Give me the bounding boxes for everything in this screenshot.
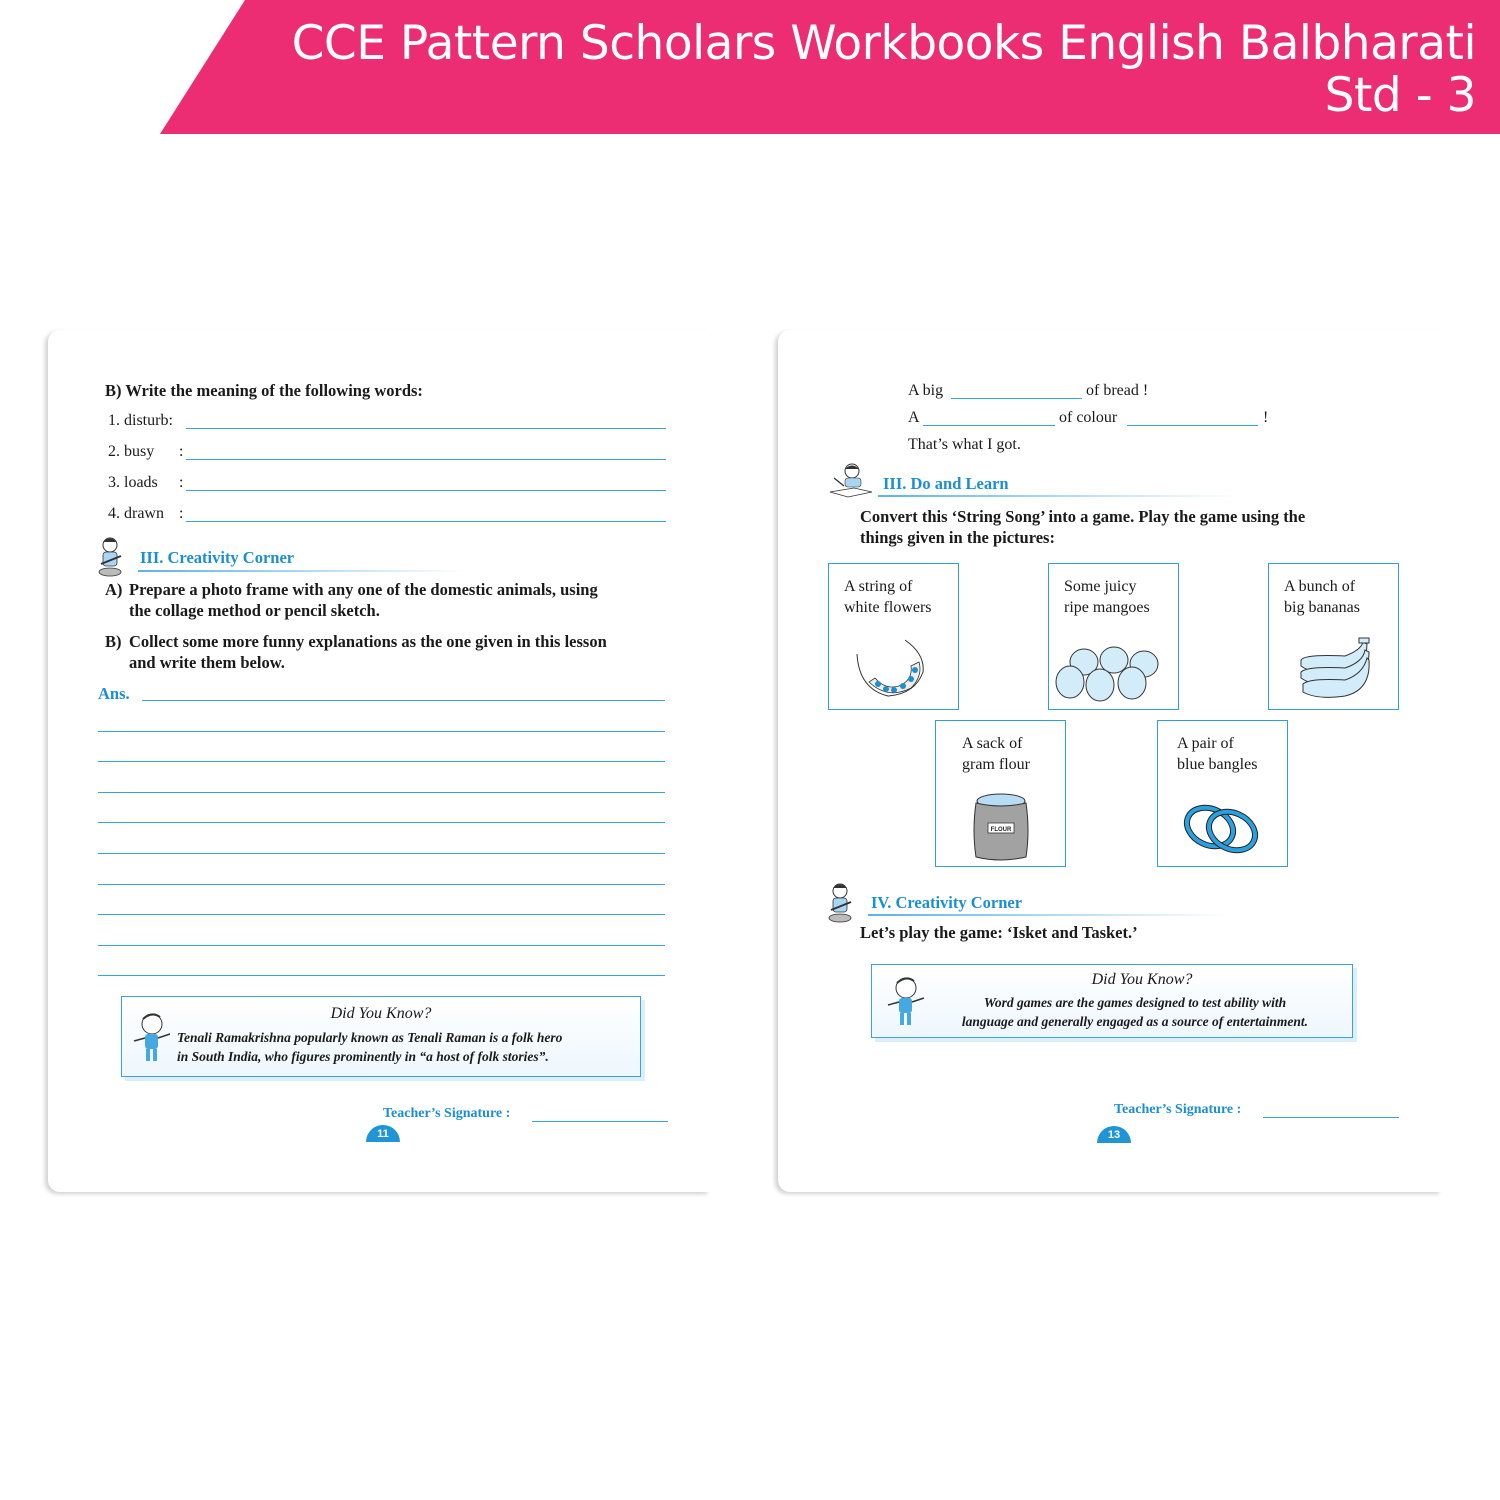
word-sep: : [179, 474, 184, 491]
girl-writing-icon [826, 462, 876, 500]
mangoes-icon [1054, 644, 1176, 704]
song-line1-end: of bread ! [1086, 382, 1149, 399]
answer-line-busy[interactable] [186, 459, 666, 460]
card-label-line1: A bunch of [1284, 578, 1356, 595]
creativity-text: Let’s play the game: ‘Isket and Tasket.’ [860, 923, 1138, 942]
did-you-know-title: Did You Know? [1091, 971, 1193, 988]
card-label [1284, 576, 1360, 618]
bangles-icon [1180, 799, 1266, 859]
card-label-line1: Some juicy [1064, 578, 1137, 595]
section-b-heading: B) Write the meaning of the following words: [105, 381, 423, 400]
answer-line-loads[interactable] [186, 490, 666, 491]
answer-line-4[interactable] [98, 792, 665, 793]
did-you-know-text [928, 993, 1342, 1031]
workbook-page-left [48, 330, 710, 1192]
bananas-icon [1295, 636, 1375, 702]
creativity-corner-heading: III. Creativity Corner [140, 548, 295, 567]
card-label-line2: big bananas [1284, 599, 1360, 616]
song-line3: That’s what I got. [908, 436, 1021, 453]
song-line2-mid: of colour [1059, 409, 1118, 426]
did-you-know-text [177, 1028, 562, 1066]
card-label-line1: A sack of [962, 735, 1023, 752]
answer-line-6[interactable] [98, 853, 665, 854]
word-row-3 [108, 473, 158, 493]
answer-line-10[interactable] [98, 975, 665, 976]
page-number: 13 [1097, 1126, 1131, 1143]
card-label [1064, 576, 1150, 618]
banner-title-line2: Std - 3 [1324, 68, 1476, 123]
card-label-line2: gram flour [962, 756, 1030, 773]
instruction-line2: things given in the pictures: [860, 528, 1055, 547]
card-label-line2: white flowers [844, 599, 932, 616]
card-label-line1: A pair of [1177, 735, 1234, 752]
word-num: 4. [108, 505, 120, 522]
teacher-signature-label: Teacher’s Signature : [1114, 1102, 1242, 1117]
creativity-corner-heading: IV. Creativity Corner [871, 893, 1023, 912]
song-line2-end: ! [1263, 409, 1269, 426]
teacher-signature-label: Teacher’s Signature : [383, 1106, 511, 1121]
answer-line-disturb[interactable] [186, 428, 666, 429]
song-blank-3[interactable] [1127, 425, 1258, 426]
card-label [1177, 733, 1257, 775]
card-label-line1: A string of [844, 578, 913, 595]
word-label: loads [124, 474, 158, 491]
answer-line-9[interactable] [98, 945, 665, 946]
banner-title-line1: CCE Pattern Scholars Workbooks English Balbharati [291, 16, 1476, 71]
item-b-line1: Collect some more funny explanations as the one given in this lesson [129, 632, 607, 651]
do-and-learn-heading: III. Do and Learn [883, 474, 1009, 493]
answer-line-2[interactable] [98, 731, 665, 732]
word-row-2 [108, 442, 154, 462]
did-you-know-line2: in South India, who figures prominently in “a host of folk stories”. [177, 1049, 549, 1064]
item-a-text [129, 579, 598, 621]
teacher-signature-line[interactable] [1263, 1117, 1399, 1118]
answer-line-drawn[interactable] [186, 521, 666, 522]
did-you-know-line2: language and generally engaged as a source of entertainment. [961, 1014, 1309, 1029]
word-num: 3. [108, 474, 120, 491]
word-label: busy [124, 443, 155, 460]
word-label: disturb [124, 412, 169, 429]
item-b-label: B) [105, 632, 122, 651]
song-blank-1[interactable] [951, 398, 1082, 399]
word-row-4 [108, 504, 164, 524]
word-sep: : [168, 412, 173, 429]
answer-line-5[interactable] [98, 822, 665, 823]
item-b-text [129, 631, 607, 673]
section-rule [868, 914, 1228, 916]
song-line2-start: A [908, 409, 920, 426]
card-mangoes [1048, 563, 1179, 710]
card-label [844, 576, 932, 618]
word-num: 1. [108, 412, 120, 429]
title-banner [0, 0, 1500, 134]
flower-garland-icon [853, 634, 933, 704]
section-rule [878, 495, 1238, 497]
card-flower-garland [828, 563, 959, 710]
section-rule [138, 570, 468, 572]
word-num: 2. [108, 443, 120, 460]
workbook-page-right [778, 330, 1442, 1192]
card-bangles [1157, 720, 1288, 867]
answer-line-3[interactable] [98, 761, 665, 762]
did-you-know-box [871, 964, 1353, 1038]
word-sep: : [179, 505, 184, 522]
did-you-know-line1: Word games are the games designed to test ability with [983, 995, 1287, 1010]
flour-sack-icon [970, 791, 1032, 863]
song-line1-start: A big [908, 382, 944, 399]
ans-label: Ans. [98, 684, 130, 703]
did-you-know-box [121, 996, 641, 1077]
boy-pointing-icon [884, 975, 928, 1031]
do-and-learn-instruction [860, 506, 1305, 548]
word-label: drawn [124, 505, 164, 522]
item-a-line2: the collage method or pencil sketch. [129, 601, 380, 620]
word-row-1 [108, 411, 173, 431]
instruction-line1: Convert this ‘String Song’ into a game. Play the game using the [860, 507, 1306, 526]
card-label-line2: ripe mangoes [1064, 599, 1150, 616]
song-blank-2[interactable] [923, 425, 1055, 426]
word-sep: : [179, 443, 184, 460]
card-label-line2: blue bangles [1177, 756, 1258, 773]
item-a-label: A) [105, 580, 123, 599]
answer-line-8[interactable] [98, 914, 665, 915]
banner-title [176, 18, 1476, 122]
card-bananas [1268, 563, 1399, 710]
boy-guitar-icon [826, 882, 856, 924]
item-b-line2: and write them below. [129, 653, 285, 672]
boy-guitar-icon [96, 536, 126, 578]
sack-label: FLOUR [990, 827, 1012, 833]
item-a-line1: Prepare a photo frame with any one of the domestic animals, using [129, 580, 598, 599]
answer-line-1[interactable] [142, 700, 665, 701]
teacher-signature-line[interactable] [532, 1121, 668, 1122]
page-number: 11 [366, 1125, 400, 1142]
card-label [962, 733, 1030, 775]
did-you-know-line1: Tenali Ramakrishna popularly known as Tenali Raman is a folk hero [177, 1030, 563, 1045]
did-you-know-title: Did You Know? [330, 1005, 432, 1022]
answer-line-7[interactable] [98, 884, 665, 885]
card-flour-sack [935, 720, 1066, 867]
